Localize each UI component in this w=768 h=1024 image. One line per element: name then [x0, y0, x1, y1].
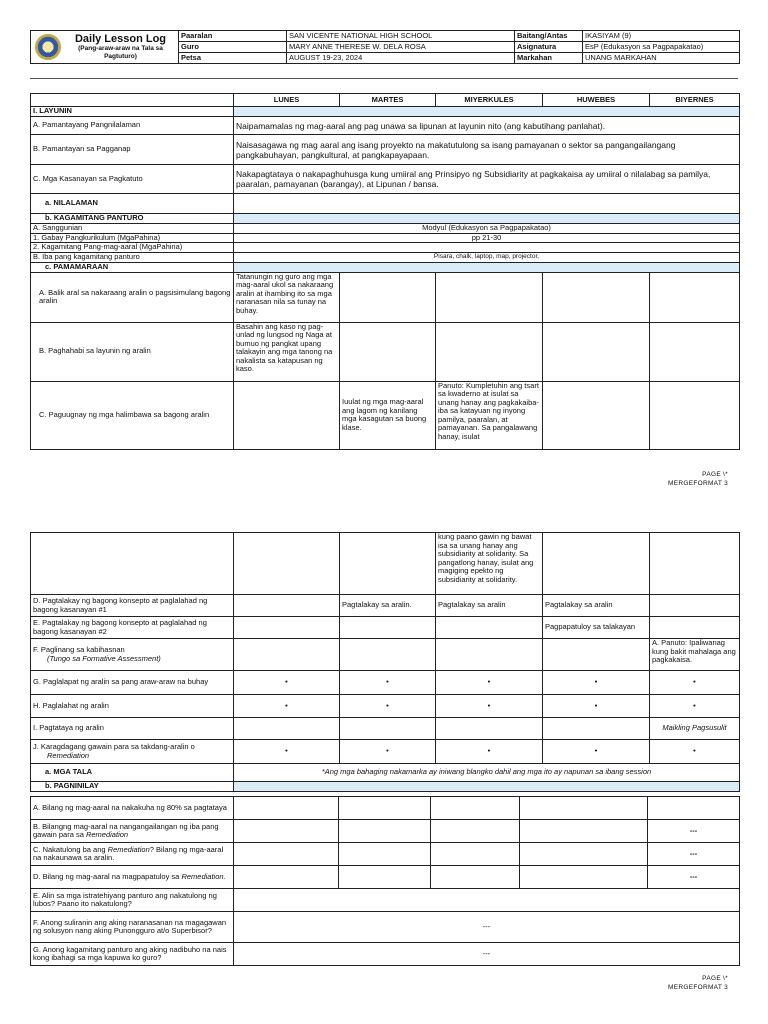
sanggunian-value: Modyul (Edukasyon sa Pagpapakatao) [234, 224, 740, 234]
pagninilay-c: C. Nakatulong ba ang Remediation? Bilang ng mga-aaral na nakaunawa sa aralin. [31, 843, 234, 866]
pagtalakay-1-martes: Pagtalakay sa aralin. [340, 595, 436, 617]
label-asignatura: Asignatura [515, 42, 583, 53]
pagninilay-heading: b. PAGNINILAY [31, 782, 234, 792]
paguugnay-label: C. Paguugnay ng mga halimbawa sa bagong aralin [31, 381, 234, 449]
karagdagang-gawain-label: J. Karagdagang gawain para sa takdang-aralin o Remediation [31, 740, 234, 764]
value-asignatura: EsP (Edukasyon sa Pagpapakatao) [583, 42, 740, 53]
day-martes: MARTES [340, 94, 436, 107]
pagninilay-f: F. Anong suliranin ang aking naranasanan na magagawan ng solusyon nang aking Punongguro at/o Superbisor? [31, 912, 234, 943]
pamantayang-pangnilalaman-text: Naipamamalas ng mag-aaral ang pag unawa sa lipunan at layunin nito (ang kabutihang panlahat). [234, 117, 740, 135]
paglinang-biyernes: A. Panuto: Ipaliwanag kung bakit mahalaga ang pagkakaisa. [650, 639, 740, 671]
paghahabi-label: B. Paghahabi sa layunin ng aralin [31, 322, 234, 381]
value-petsa: AUGUST 19-23, 2024 [287, 53, 515, 64]
paguugnay-martes: Iuulat ng mga mag-aaral ang lagom ng kanilang mga kasagutan sa buong klase. [340, 381, 436, 449]
pagtalakay-1-huwebes: Pagtalakay sa aralin [543, 595, 650, 617]
pagtataya-biyernes: Maikling Pagsusulit [650, 718, 740, 740]
value-paaralan: SAN VICENTE NATIONAL HIGH SCHOOL [287, 31, 515, 42]
document-title: Daily Lesson Log [74, 33, 167, 45]
balik-aral-lunes: Tatanungin ng guro ang mga mag-aaral ukol sa nakaraang aralin at ihambing ito sa mga naranasan nila sa tunay na buhay. [234, 272, 340, 322]
kasanayan-text: Nakapagtataya o nakapaghuhusga kung umiiral ang Prinsipyo ng Subsidiarity at pagkakaisa ay umiiral o nilalabag sa pamilya, paaralan, pamayanan (barangay), at Lipunan / bansa. [234, 165, 740, 194]
pagninilay-table: A. Bilang ng mag-aaral na nakakuha ng 80% sa pagtataya B. Bilangng mag-aaral na nangangailangan ng iba pang gawain para sa Remediation --- C. Nakatulong ba ang Remediation? Bilang ng mga-aaral na nakaunawa sa aralin. --- D. Bilang ng mag-aaral na magpapatuloy sa Remediation. --- E. Alin sa mga istratehiyang panturo ang nakatulong ng lubos? Paano ito nakatulong? F. Anong suliranin ang aking naranasanan na magagawan ng solusyon nang aking Punongguro at/o Superbisor? --- G. Anong kagamitang panturo ang aking nadibuho na nais kong ibahagi sa mga kapuwa ko guro? --- [30, 796, 740, 966]
page-1 [0, 0, 768, 500]
label-markahan: Markahan [515, 53, 583, 64]
pamantayan-sa-pagganap-label: B. Pamantayan sa Pagganap [31, 135, 234, 165]
paguugnay-miyerkules-cont: kung paano gawin ng bawat isa sa unang hanay ang subsidiarity at solidarity. Sa pangatlong hanay, isulat ang magiging epekto ng subsidiarity at solidarity. [436, 533, 543, 595]
day-lunes: LUNES [234, 94, 340, 107]
pamamaraan-heading: c. PAMAMARAAN [31, 262, 234, 272]
pagninilay-a: A. Bilang ng mag-aaral na nakakuha ng 80% sa pagtataya [31, 797, 234, 820]
label-paaralan: Paaralan [179, 31, 287, 42]
mga-tala-heading: a. MGA TALA [31, 764, 234, 782]
pagtataya-label: I. Pagtataya ng aralin [31, 718, 234, 740]
day-miyerkules: MIYERKULES [436, 94, 543, 107]
kagamitang-pang-mag-aaral-label: 2. Kagamitang Pang-mag-aaral (MgaPahina) [31, 243, 234, 253]
day-biyernes: BIYERNES [650, 94, 740, 107]
day-huwebes: HUWEBES [543, 94, 650, 107]
pagninilay-d: D. Bilang ng mag-aaral na magpapatuloy sa Remediation. [31, 866, 234, 889]
label-petsa: Petsa [179, 53, 287, 64]
sanggunian-label: A. Sanggunian [31, 224, 234, 234]
value-guro: MARY ANNE THERESE W. DELA ROSA [287, 42, 515, 53]
lesson-table-page1 [30, 93, 740, 450]
pamantayang-pangnilalaman-label: A. Pamantayang Pangnilalaman [31, 117, 234, 135]
label-guro: Guro [179, 42, 287, 53]
value-baitang: IKASIYAM (9) [583, 31, 740, 42]
iba-pang-kagamitan-label: B. Iba pang kagamitang panturo [31, 252, 234, 262]
deped-seal-logo [35, 34, 61, 60]
pagtalakay-1-label: D. Pagtalakay ng bagong konsepto at paglalahad ng bagong kasanayan #1 [31, 595, 234, 617]
paguugnay-miyerkules: Panuto: Kumpletuhin ang tsart sa kwaderno at isulat sa unang hanay ang pagkakaiba-iba sa katayuan ng inyong pamilya, paaralan, at pamayanan. Sa pangalawang hanay, isulat [436, 381, 543, 449]
corner-cell [31, 94, 234, 107]
page-number-field-1: PAGE \* MERGEFORMAT 3 [668, 471, 728, 487]
layunin-heading: I. LAYUNIN [31, 107, 234, 117]
logo-title-cell [31, 31, 179, 64]
nilalaman-heading: a. NILALAMAN [31, 194, 234, 214]
gabay-value: pp 21-30 [234, 233, 740, 243]
kasanayan-label: C. Mga Kasanayan sa Pagkatuto [31, 165, 234, 194]
pagninilay-b: B. Bilangng mag-aaral na nangangailangan ng iba pang gawain para sa Remediation [31, 820, 234, 843]
value-markahan: UNANG MARKAHAN [583, 53, 740, 64]
paghahabi-lunes: Basahin ang kaso ng pag-unlad ng lungsod ng Naga at bumuo ng pangkat upang talakayin ang mga tanong na nakalista sa katapusan ng kaso. [234, 322, 340, 381]
iba-pang-kagamitan-value: Pisara, chalk, laptop, map, projector, [234, 252, 740, 262]
kagamitan-heading: b. KAGAMITANG PANTURO [31, 214, 234, 224]
page-number-field-2: PAGE \* MERGEFORMAT 3 [668, 975, 728, 991]
pagninilay-g: G. Anong kagamitang panturo ang aking nadibuho na nais kong ibahagi sa mga kapuwa ko guro? [31, 943, 234, 966]
document-subtitle: (Pang-araw-araw na Tala sa Pagtuturo) [78, 45, 163, 60]
balik-aral-label: A. Balik aral sa nakaraang aralin o pagsisimulang bagong aralin [31, 272, 234, 322]
gabay-label: 1. Gabay Pangkurikulum (MgaPahina) [31, 233, 234, 243]
header-table [30, 30, 740, 64]
paglalahat-label: H. Paglalahat ng aralin [31, 695, 234, 718]
mga-tala-note: *Ang mga bahaging nakamarka ay iniwang blangko dahil ang mga ito ay napunan sa ibang session [234, 764, 740, 782]
pagninilay-e: E. Alin sa mga istratehiyang panturo ang nakatulong ng lubos? Paano ito nakatulong? [31, 889, 234, 912]
label-baitang: Baitang/Antas [515, 31, 583, 42]
pagtalakay-2-label: E. Pagtalakay ng bagong konsepto at paglalahad ng bagong kasanayan #2 [31, 617, 234, 639]
pagtalakay-2-huwebes: Pagpapatuloy sa talakayan [543, 617, 650, 639]
pamantayan-sa-pagganap-text: Naisasagawa ng mag aaral ang isang proyekto na makatutulong sa isang pamayanan o sektor sa pangangailangang pangkabuhayan, pangkultural, at pangkapayapaan. [234, 135, 740, 165]
lesson-table-page2: kung paano gawin ng bawat isa sa unang hanay ang subsidiarity at solidarity. Sa pangatlong hanay, isulat ang magiging epekto ng subsidiarity at solidarity. D. Pagtalakay ng bagong konsepto at paglalahad ng bagong kasanayan #1 Pagtalakay sa aralin. Pagtalakay sa aralin Pagtalakay sa aralin E. Pagtalakay ng bagong konsepto at paglalahad ng bagong kasanayan #2 Pagpapatuloy sa talakayan F. Paglinang sa kabihasnan (Tungo sa Formative Assessment) A. Panuto: Ipaliwanag kung bakit mahalaga ang pagkakaisa. G. Paglalapat ng aralin sa pang araw-araw na buhay • • • • • H. Paglalahat ng aralin • • • • • I. Pagtataya ng aralin Maikling Pagsusulit J. Karagdagang gawain para sa takdang-aralin o Remediation • • • • • a. MGA TALA *Ang mga bahaging nakamarka ay iniwang blangko dahil ang mga ito ay napunan sa ibang session b. PAGNINILAY [30, 532, 740, 792]
divider-line [30, 78, 738, 79]
paglinang-label: F. Paglinang sa kabihasnan (Tungo sa Formative Assessment) [31, 639, 234, 671]
paglalapat-label: G. Paglalapat ng aralin sa pang araw-araw na buhay [31, 671, 234, 695]
pagtalakay-1-miyerkules: Pagtalakay sa aralin [436, 595, 543, 617]
